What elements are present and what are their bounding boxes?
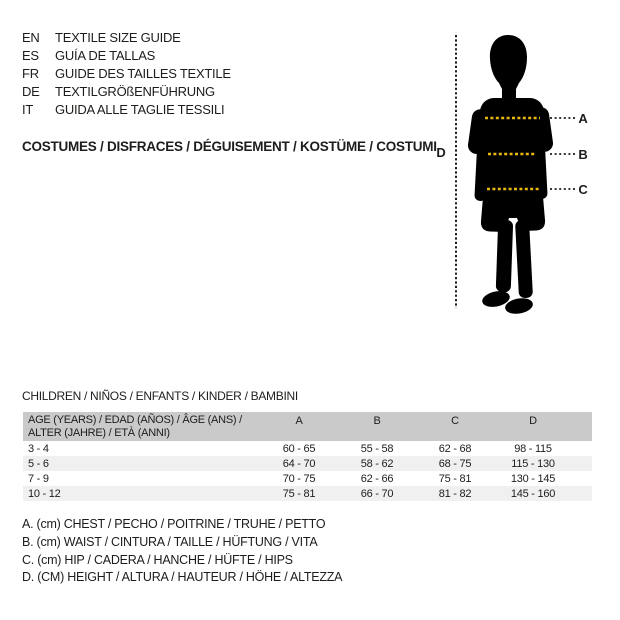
language-code: EN — [22, 29, 40, 45]
age-header-line2: ALTER (JAHRE) / ETÀ (ANNI) — [28, 426, 170, 439]
column-header-a: A — [295, 415, 303, 427]
column-header-b: B — [373, 415, 381, 427]
legend-chest: A. (cm) CHEST / PECHO / POITRINE / TRUHE / PETTO — [22, 517, 326, 531]
language-code: DE — [22, 84, 40, 100]
measurement-legend — [22, 516, 342, 587]
column-header-c: C — [451, 415, 459, 427]
label-B: B — [578, 147, 588, 162]
height-cell: 98 - 115 — [514, 442, 552, 455]
chest-cell: 64 - 70 — [282, 457, 316, 470]
child-silhouette-shape — [467, 35, 554, 316]
language-code: IT — [22, 102, 34, 118]
waist-cell: 66 - 70 — [360, 487, 394, 500]
age-cell: 10 - 12 — [28, 487, 61, 500]
language-row-en — [22, 28, 231, 46]
language-row-es — [22, 46, 231, 64]
measurement-figure — [430, 15, 620, 335]
chest-cell: 75 - 81 — [282, 487, 316, 500]
table-header-row — [23, 412, 592, 441]
hip-cell: 75 - 81 — [438, 472, 472, 485]
legend-waist: B. (cm) WAIST / CINTURA / TAILLE / HÜFTUNG / VITA — [22, 534, 318, 549]
language-label: GUIDE DES TAILLES TEXTILE — [55, 65, 231, 81]
table-row — [23, 441, 592, 456]
language-code: FR — [22, 65, 39, 81]
label-D: D — [436, 145, 446, 160]
language-code: ES — [22, 47, 39, 63]
waist-cell: 55 - 58 — [360, 442, 394, 455]
age-header-line1: AGE (YEARS) / EDAD (AÑOS) / ÂGE (ANS) / — [28, 414, 242, 426]
language-row-de — [22, 83, 231, 101]
height-cell: 130 - 145 — [510, 472, 556, 485]
height-cell: 145 - 160 — [510, 487, 556, 500]
table-row — [23, 456, 592, 471]
language-label: TEXTILE SIZE GUIDE — [55, 29, 181, 45]
height-cell: 115 - 130 — [511, 457, 555, 470]
hip-cell: 68 - 75 — [438, 457, 472, 470]
hip-cell: 62 - 68 — [438, 442, 472, 455]
size-table — [23, 412, 592, 501]
age-cell: 5 - 6 — [28, 457, 49, 470]
language-row-fr — [22, 64, 231, 82]
chest-cell: 60 - 65 — [282, 442, 316, 455]
waist-cell: 58 - 62 — [360, 457, 394, 470]
hip-cell: 81 - 82 — [438, 487, 472, 500]
language-row-it — [22, 101, 231, 119]
language-label: GUÍA DE TALLAS — [55, 47, 156, 63]
waist-cell: 62 - 66 — [360, 472, 394, 485]
column-header-d: D — [529, 415, 537, 427]
language-label: TEXTILGRÖßENFÜHRUNG — [55, 84, 215, 100]
chest-cell: 70 - 75 — [282, 472, 316, 485]
age-cell: 7 - 9 — [28, 472, 49, 485]
language-label: GUIDA ALLE TAGLIE TESSILI — [55, 102, 225, 118]
language-list — [22, 28, 231, 119]
age-cell: 3 - 4 — [28, 442, 49, 455]
label-C: C — [578, 182, 588, 197]
section-title-children: CHILDREN / NIÑOS / ENFANTS / KINDER / BAMBINI — [22, 389, 298, 403]
legend-hip: C. (cm) HIP / CADERA / HANCHE / HÜFTE / HIPS — [22, 552, 293, 567]
table-row — [23, 486, 592, 501]
age-column-header — [23, 414, 260, 439]
table-row — [23, 471, 592, 486]
legend-height: D. (CM) HEIGHT / ALTURA / HAUTEUR / HÖHE / ALTEZZA — [22, 570, 343, 585]
label-A: A — [578, 111, 588, 126]
category-line: COSTUMES / DISFRACES / DÉGUISEMENT / KOSTÜME / COSTUMI — [22, 139, 437, 154]
